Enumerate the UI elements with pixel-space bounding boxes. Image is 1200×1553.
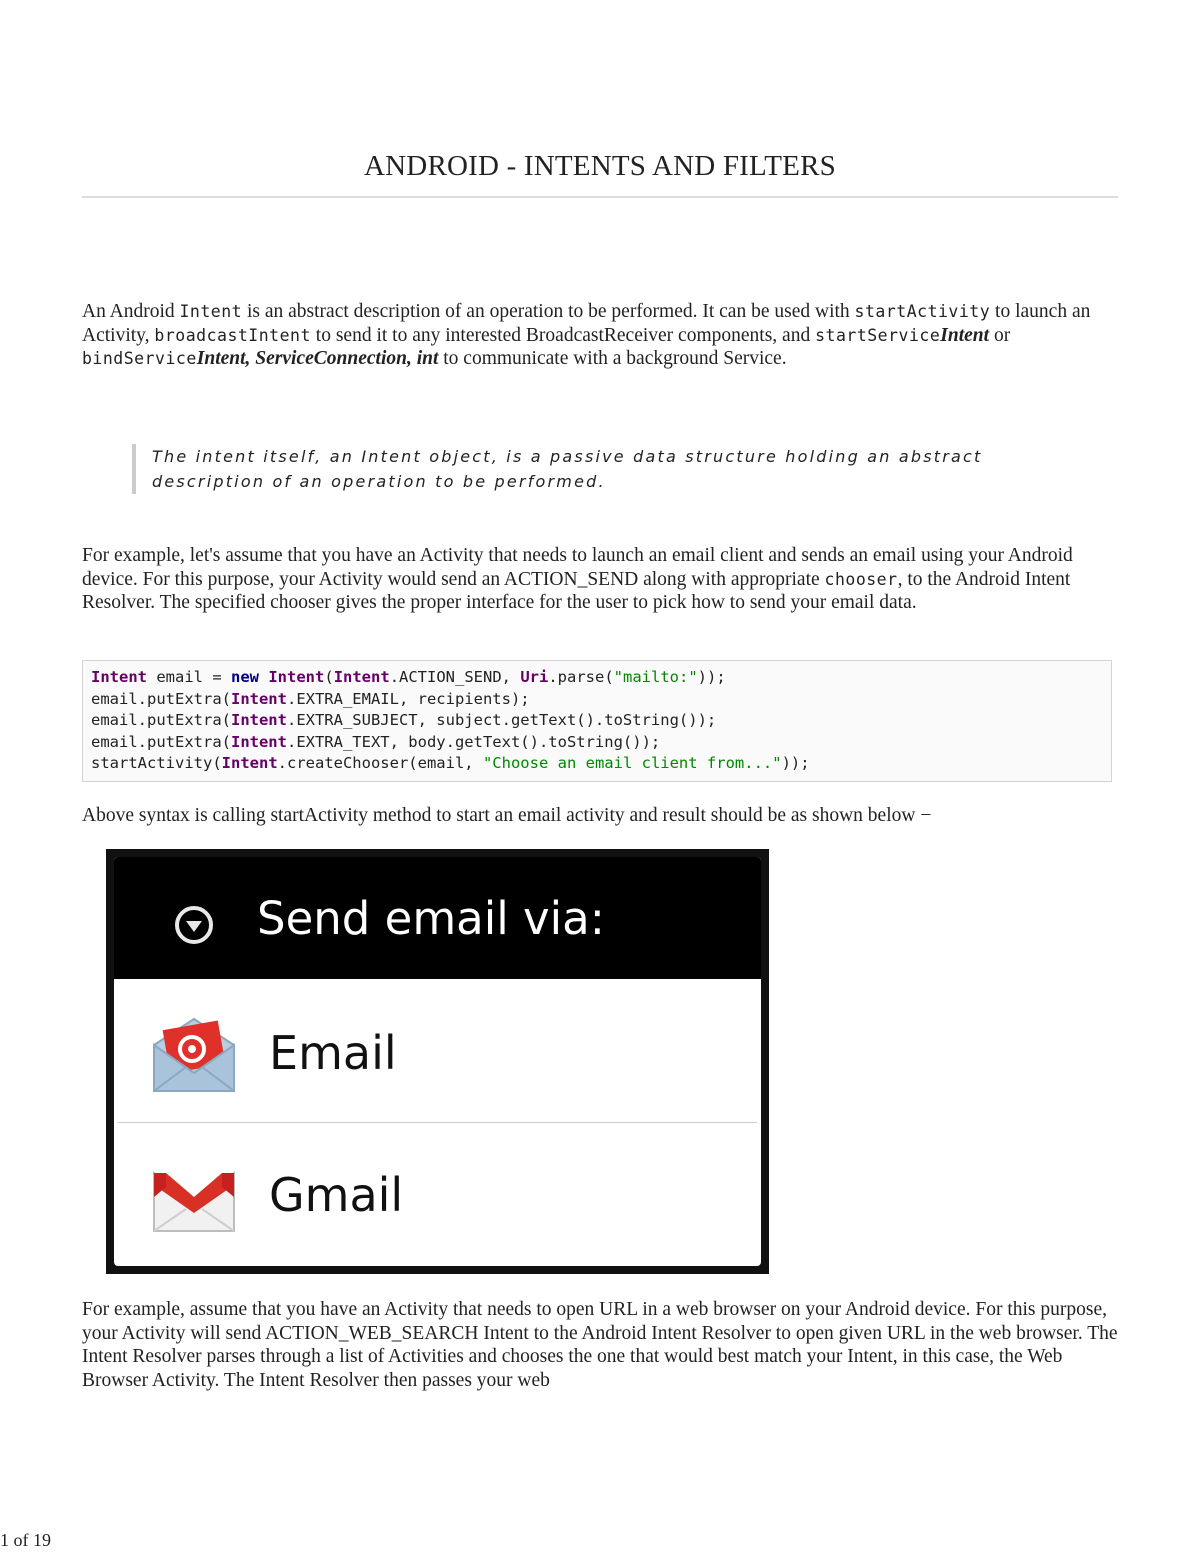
example-paragraph <box>82 544 1122 615</box>
chooser-item-email[interactable] <box>114 983 761 1123</box>
chooser-dialog-screenshot <box>106 849 769 1274</box>
page-title: ANDROID - INTENTS AND FILTERS <box>364 150 836 182</box>
code-term-intent: Intent <box>179 302 243 321</box>
chooser-item-label: Gmail <box>269 1168 404 1222</box>
list-divider <box>118 1122 757 1123</box>
gmail-icon <box>146 1153 242 1239</box>
code-line: email.putExtra(Intent.EXTRA_TEXT, body.getText().toString()); <box>91 732 661 751</box>
page-number: 1 of 19 <box>0 1530 51 1550</box>
param-list: Intent, ServiceConnection, int <box>196 348 439 369</box>
title-divider <box>82 196 1118 198</box>
dialog-body <box>114 857 761 1266</box>
dialog-header <box>114 857 761 979</box>
text: to communicate with a background Service. <box>438 348 787 369</box>
code-term-startservice: startService <box>815 325 941 345</box>
text: to send it to any interested BroadcastReceiver components, and <box>310 324 816 346</box>
web-search-paragraph: For example, assume that you have an Activity that needs to open URL in a web browser on your Android device. For this purpose, your Activity will send ACTION_WEB_SEARCH Intent to the Android Intent Resolver to open given URL in the web browser. The Intent Resolver parses through a list of Activities and chooses the one that would best match your Intent, in this case, the Web Browser Activity. The Intent Resolver then passes your web <box>82 1299 1118 1391</box>
dialog-title: Send email via: <box>257 892 605 945</box>
code-term-chooser: chooser <box>824 569 898 589</box>
result-paragraph: Above syntax is calling startActivity method to start an email activity and result should be as shown below − <box>82 805 932 826</box>
intro-paragraph <box>82 300 1122 371</box>
text: An Android <box>82 301 180 322</box>
code-line: startActivity(Intent.createChooser(email, "Choose an email client from...")); <box>91 754 810 772</box>
code-line: email.putExtra(Intent.EXTRA_EMAIL, recipients); <box>91 689 530 708</box>
code-block <box>82 660 1112 782</box>
param-intent: Intent <box>940 324 990 346</box>
text: is an abstract description of an operation to be performed. It can be used with <box>242 301 855 322</box>
text: , to the Android Intent Resolver. The specified chooser gives the proper interface for the user to pick how to send your email data. <box>82 568 1071 613</box>
email-envelope-icon <box>146 1011 242 1097</box>
text: or <box>989 324 1011 346</box>
chevron-down-circle-icon <box>174 905 214 945</box>
code-term-broadcastintent: broadcastIntent <box>154 325 311 345</box>
blockquote: The intent itself, an Intent object, is a passive data structure holding an abstract description of an operation to be performed. <box>132 444 1052 494</box>
code-line: email.putExtra(Intent.EXTRA_SUBJECT, subject.getText().toString()); <box>91 711 717 729</box>
chooser-item-gmail[interactable] <box>114 1125 761 1265</box>
text: For example, let's assume that you have an Activity that needs to launch an email client and sends an email using your Android device. For this purpose, your Activity would send an ACTION_SEND along with appropriate <box>82 545 1073 590</box>
code-line: Intent email = new Intent(Intent.ACTION_SEND, Uri.parse("mailto:")); <box>91 668 726 686</box>
code-term-startactivity: startActivity <box>854 302 991 321</box>
text: to launch an Activity, <box>82 301 1091 346</box>
code-term-bindservice: bindService <box>82 349 197 368</box>
chooser-item-label: Email <box>269 1026 397 1080</box>
